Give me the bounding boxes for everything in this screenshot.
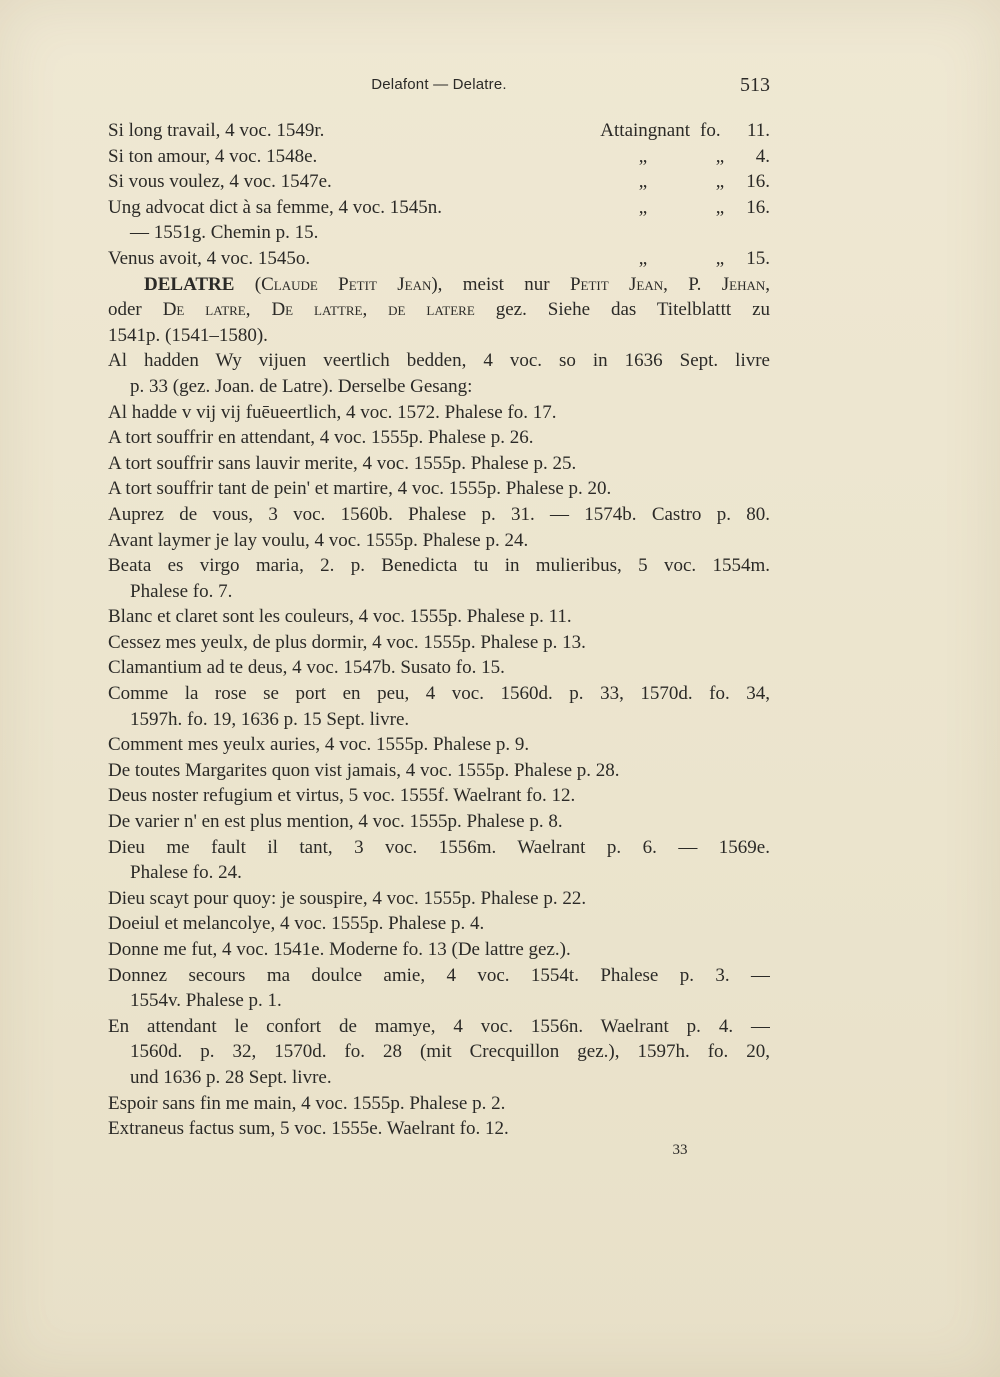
alias: De lattre xyxy=(271,299,363,321)
work-entry-line: 1554v. Phalese p. 1. xyxy=(130,990,282,1012)
ditto-mark: „ xyxy=(715,145,725,167)
work-entry-line: Doeiul et melancolye, 4 voc. 1555p. Phalese p. 4. xyxy=(108,913,485,935)
alias: De latre xyxy=(162,299,246,321)
entry-name: DELATRE xyxy=(144,273,235,295)
work-entry-line: Avant laymer je lay voulu, 4 voc. 1555p. Phalese p. 24. xyxy=(108,529,529,551)
work-entry-line: Beata es virgo maria, 2. p. Benedicta tu in mulieribus, 5 voc. 1554m. xyxy=(108,555,770,577)
work-entry-line: A tort souffrir tant de pein' et martire, 4 voc. 1555p. Phalese p. 20. xyxy=(108,478,612,500)
given-name: Claude Petit Jean xyxy=(261,273,432,295)
work-entry-line: A tort souffrir en attendant, 4 voc. 1555p. Phalese p. 26. xyxy=(108,427,534,449)
work-entry-line: Comme la rose se port en peu, 4 voc. 1560d. p. 33, 1570d. fo. 34, xyxy=(108,683,770,705)
ditto-mark: „ xyxy=(715,196,725,218)
reference-line xyxy=(108,144,770,170)
source-reference xyxy=(586,144,770,170)
entry-heading-line-2: oder De latre, De lattre, de latere gez. Siehe das Titelblattt zu xyxy=(108,299,770,321)
works-list xyxy=(108,348,770,1141)
work-entry-line: Al hadde v vij vij fuēueertlich, 4 voc. 1572. Phalese fo. 17. xyxy=(108,401,557,423)
work-entry-line: Extraneus factus sum, 5 voc. 1555e. Waelrant fo. 12. xyxy=(108,1118,509,1140)
page-header xyxy=(108,76,770,100)
work-entry-line: p. 33 (gez. Joan. de Latre). Derselbe Gesang: xyxy=(130,375,473,397)
work-entry-line: Donne me fut, 4 voc. 1541e. Moderne fo. 13 (De lattre gez.). xyxy=(108,939,571,960)
work-entry-line: und 1636 p. 28 Sept. livre. xyxy=(130,1066,332,1088)
folio-number: 15. xyxy=(746,247,770,269)
alias: Petit Jean xyxy=(569,273,664,295)
signature-mark: 33 xyxy=(672,1142,688,1158)
work-entry-line: Phalese fo. 24. xyxy=(130,862,242,884)
work-entry-line: Cessez mes yeulx, de plus dormir, 4 voc. 1555p. Phalese p. 13. xyxy=(108,631,586,653)
work-title: Venus avoit, 4 voc. 1545o. xyxy=(108,247,311,269)
ditto-mark: „ xyxy=(638,247,648,269)
work-entry-line: Blanc et claret sont les couleurs, 4 voc. 1555p. Phalese p. 11. xyxy=(108,606,572,628)
work-entry-line: A tort souffrir sans lauvir merite, 4 voc. 1555p. Phalese p. 25. xyxy=(108,452,577,474)
work-entry-line: Deus noster refugium et virtus, 5 voc. 1555f. Waelrant fo. 12. xyxy=(108,785,576,807)
reference-line xyxy=(108,118,770,144)
reference-line xyxy=(108,195,770,221)
reference-line xyxy=(108,169,770,195)
folio-label: fo. xyxy=(700,120,721,141)
work-entry-line: Auprez de vous, 3 voc. 1560b. Phalese p. 31. — 1574b. Castro p. 80. xyxy=(108,503,770,525)
work-entry-line: De varier n' en est plus mention, 4 voc. 1555p. Phalese p. 8. xyxy=(108,811,563,833)
work-entry-line: De toutes Margarites quon vist jamais, 4 voc. 1555p. Phalese p. 28. xyxy=(108,759,620,781)
publisher-name: Attaingnant xyxy=(600,120,690,141)
ditto-mark: „ xyxy=(715,171,725,193)
source-reference xyxy=(586,169,770,195)
ditto-mark: „ xyxy=(715,247,725,269)
folio-number: 16. xyxy=(746,171,770,193)
reference-lines xyxy=(108,118,770,220)
work-title: Si ton amour, 4 voc. 1548e. xyxy=(108,145,318,167)
work-title: Ung advocat dict à sa femme, 4 voc. 1545n. xyxy=(108,196,442,218)
running-head: Delafont — Delatre. xyxy=(371,76,507,93)
work-entry-line: Comment mes yeulx auries, 4 voc. 1555p. Phalese p. 9. xyxy=(108,734,530,756)
source-reference xyxy=(586,246,770,272)
entry-heading-line-3: 1541p. (1541–1580). xyxy=(108,324,268,346)
work-entry-line: Al hadden Wy vijuen veertlich bedden, 4 voc. so in 1636 Sept. livre xyxy=(108,350,770,372)
ditto-mark: „ xyxy=(638,171,648,193)
work-title: Si vous voulez, 4 voc. 1547e. xyxy=(108,171,332,193)
alias: Jehan xyxy=(721,273,766,295)
folio-number: 4. xyxy=(755,145,770,167)
work-entry-line: Dieu me fault il tant, 3 voc. 1556m. Waelrant p. 6. — 1569e. xyxy=(108,836,770,858)
source-reference xyxy=(586,195,770,221)
work-entry-line: Dieu scayt pour quoy: je souspire, 4 voc. 1555p. Phalese p. 22. xyxy=(108,887,587,909)
work-title: Si long travail, 4 voc. 1549r. xyxy=(108,120,325,141)
alias: de latere xyxy=(388,299,475,321)
chemin-line: — 1551g. Chemin p. 15. xyxy=(130,222,319,244)
page-body xyxy=(108,118,770,1142)
folio-number: 11. xyxy=(746,120,770,141)
ditto-mark: „ xyxy=(638,145,648,167)
reference-line-venus xyxy=(108,246,770,272)
work-entry-line: En attendant le confort de mamye, 4 voc. 1556n. Waelrant p. 4. — xyxy=(108,1015,770,1037)
work-entry-line: 1597h. fo. 19, 1636 p. 15 Sept. livre. xyxy=(130,708,410,730)
work-entry-line: Phalese fo. 7. xyxy=(130,580,233,602)
work-entry-line: Donnez secours ma doulce amie, 4 voc. 1554t. Phalese p. 3. — xyxy=(108,964,770,986)
ditto-mark: „ xyxy=(638,196,648,218)
work-entry-line: 1560d. p. 32, 1570d. fo. 28 (mit Crecquillon gez.), 1597h. fo. 20, xyxy=(130,1041,770,1063)
page-number: 513 xyxy=(740,74,770,96)
work-entry-line: Clamantium ad te deus, 4 voc. 1547b. Susato fo. 15. xyxy=(108,657,505,679)
source-reference xyxy=(576,118,770,144)
entry-heading-line-1: DELATRE (Claude Petit Jean), meist nur Petit Jean, P. Jehan, xyxy=(144,273,770,295)
work-entry-line: Espoir sans fin me main, 4 voc. 1555p. Phalese p. 2. xyxy=(108,1092,506,1114)
folio-number: 16. xyxy=(746,196,770,218)
